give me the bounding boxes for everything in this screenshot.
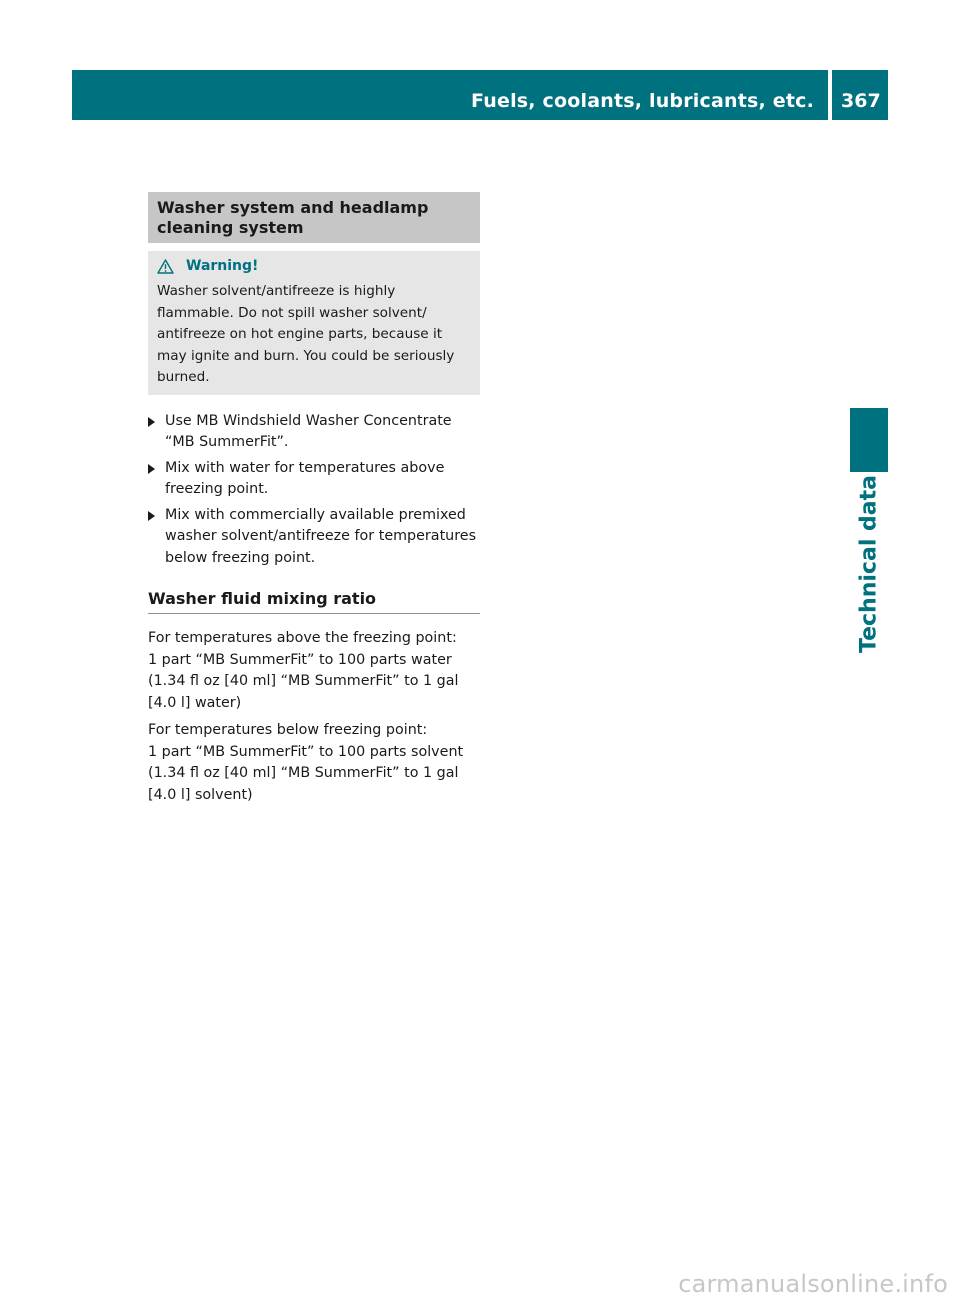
section-heading: Washer system and headlamp cleaning system bbox=[148, 192, 480, 243]
paragraph-body: 1 part “MB SummerFit” to 100 parts solvent (1.34 fl oz [40 ml] “MB SummerFit” to 1 gal [4.0 l] solvent) bbox=[148, 743, 464, 803]
list-item bbox=[148, 458, 480, 501]
mixing-paragraph-above-freezing bbox=[148, 628, 480, 714]
paragraph-intro: For temperatures above the freezing point: bbox=[148, 630, 457, 646]
page-number-box bbox=[832, 70, 888, 120]
bullet-arrow-icon bbox=[148, 464, 155, 474]
list-item bbox=[148, 411, 480, 454]
warning-title: Warning! bbox=[186, 258, 259, 274]
running-header-title: Fuels, coolants, lubricants, etc. bbox=[471, 90, 814, 112]
paragraph-body: 1 part “MB SummerFit” to 100 parts water (1.34 fl oz [40 ml] “MB SummerFit” to 1 gal [4.0 l] water) bbox=[148, 651, 459, 711]
warning-header bbox=[157, 257, 471, 275]
mixing-ratio-heading: Washer fluid mixing ratio bbox=[148, 589, 480, 614]
instruction-list bbox=[148, 411, 480, 570]
list-item-text: Use MB Windshield Washer Concentrate “MB SummerFit”. bbox=[165, 412, 452, 450]
paragraph-intro: For temperatures below freezing point: bbox=[148, 722, 428, 738]
warning-box bbox=[148, 251, 480, 395]
chapter-tab-marker bbox=[850, 408, 888, 472]
list-item-text: Mix with water for temperatures above freezing point. bbox=[165, 459, 445, 497]
bullet-arrow-icon bbox=[148, 417, 155, 427]
watermark: carmanualsonline.info bbox=[678, 1270, 948, 1298]
chapter-tab-label: Technical data bbox=[856, 475, 882, 653]
content-column bbox=[148, 192, 480, 806]
page-number: 367 bbox=[841, 90, 881, 112]
mixing-paragraph-below-freezing bbox=[148, 720, 480, 806]
warning-text: Washer solvent/antifreeze is highly flammable. Do not spill washer solvent/ antifreeze on hot engine parts, because it may ignite and burn. You could be seriously burned. bbox=[157, 283, 455, 385]
bullet-arrow-icon bbox=[148, 511, 155, 521]
running-header bbox=[72, 70, 828, 120]
list-item bbox=[148, 505, 480, 570]
list-item-text: Mix with commercially available premixed washer solvent/antifreeze for temperatures below freezing point. bbox=[165, 506, 477, 566]
warning-triangle-icon bbox=[157, 259, 174, 274]
